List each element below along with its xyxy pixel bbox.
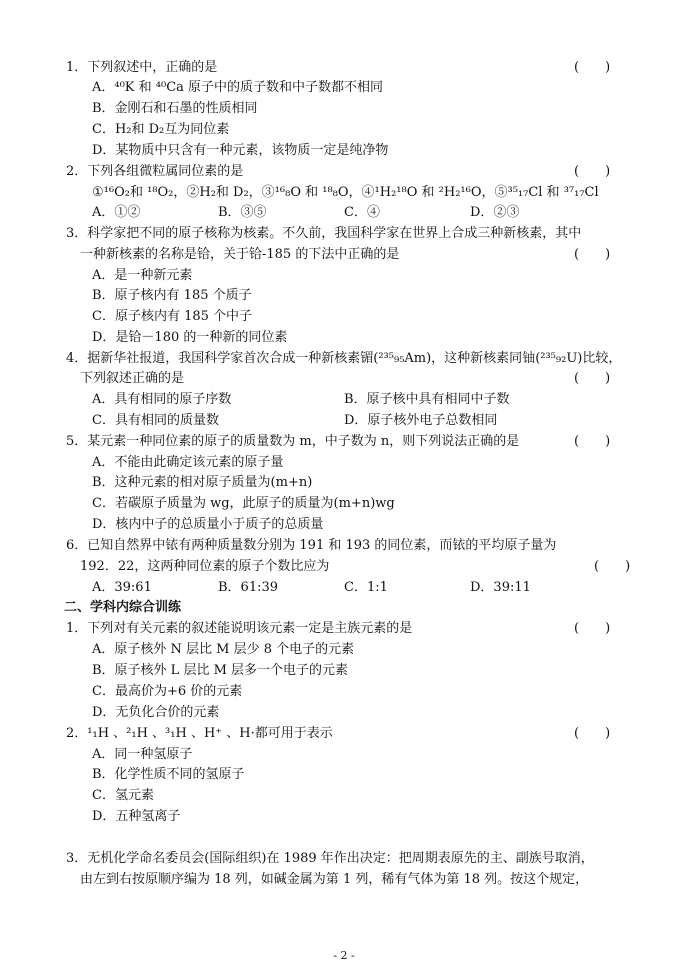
answer-bracket: ( ): [574, 247, 611, 262]
section-2-question-1-option-c: C．最高价为+6 价的元素: [92, 684, 243, 699]
question-3-option-b: B．原子核内有 185 个质子: [92, 288, 252, 303]
section-heading: 二、学科内综合训练: [64, 600, 182, 615]
question-2-stem: 2．下列各组微粒属同位素的是: [66, 164, 244, 179]
answer-bracket: ( ): [574, 164, 611, 179]
question-5-option-a: A．不能由此确定该元素的原子量: [92, 455, 284, 470]
answer-bracket: ( ): [574, 726, 611, 741]
question-6-option-d: D．39:11: [470, 580, 531, 595]
question-1-option-d: D．某物质中只含有一种元素，该物质一定是纯净物: [92, 143, 389, 158]
answer-bracket: ( ): [574, 621, 611, 636]
question-4-options-row-2: [0, 411, 688, 431]
question-3-stem-line-2: 一种新核素的名称是铪，关于铪-185 的下法中正确的是: [80, 247, 400, 262]
question-2-option-a: A．①②: [92, 205, 141, 220]
question-2-options: [0, 203, 688, 223]
question-6-option-a: A．39:61: [92, 580, 152, 595]
answer-bracket: ( ): [574, 60, 611, 75]
section-2-question-2-option-d: D．五种氢离子: [92, 809, 181, 824]
question-5-option-d: D．核内中子的总质量小于质子的总质量: [92, 517, 324, 532]
question-5-option-b: B．这种元素的相对原子质量为(m+n): [92, 475, 313, 490]
question-2-option-d: D．②③: [470, 205, 520, 220]
question-2-option-c: C．④: [344, 205, 380, 220]
question-3-option-c: C．原子核内有 185 个中子: [92, 309, 253, 324]
question-6-options: [0, 578, 688, 598]
question-4-option-d: D．原子核外电子总数相同: [344, 413, 498, 428]
question-6-stem-line-2: 192．22，这两种同位素的原子个数比应为: [80, 559, 330, 574]
question-1-option-c: C．H₂和 D₂互为同位素: [92, 122, 230, 137]
question-4-stem-line-2: 下列叙述正确的是: [80, 371, 185, 386]
question-4-options-row-1: [0, 390, 688, 410]
question-1-option-b: B．金刚石和石墨的性质相同: [92, 101, 258, 116]
question-2-items: ①¹⁶O₂和 ¹⁸O₂，②H₂和 D₂，③¹⁶₈O 和 ¹⁸₈O，④¹H₂¹⁸O 和 ²H₂¹⁶O，⑤³⁵₁₇Cl 和 ³⁷₁₇Cl: [92, 185, 599, 200]
question-4-stem-line-1: 4．据新华社报道，我国科学家首次合成一种新核素镅(²³⁵₉₅Am)，这种新核素同铀(²³⁵₉₂U)比较，: [66, 351, 622, 366]
page-number: - 2 -: [333, 949, 355, 962]
answer-bracket: ( ): [574, 371, 611, 386]
question-3-option-a: A．是一种新元素: [92, 268, 193, 283]
section-2-question-3-stem-line-1: 3．无机化学命名委员会(国际组织)在 1989 年作出决定：把周期表原先的主、副族号取消，: [66, 851, 594, 866]
question-1-stem: 1．下列叙述中，正确的是: [66, 60, 218, 75]
section-2-question-1-option-d: D．无负化合价的元素: [92, 705, 220, 720]
section-2-question-2-stem: 2．¹₁H 、²₁H 、³₁H 、H⁺ 、H·都可用于表示: [66, 726, 333, 741]
answer-bracket: ( ): [594, 559, 631, 574]
question-6-option-b: B．61:39: [218, 580, 279, 595]
answer-bracket: ( ): [574, 434, 611, 449]
question-4-option-a: A．具有相同的原子序数: [92, 392, 232, 407]
section-2-question-2-option-a: A．同一种氢原子: [92, 747, 193, 762]
question-3-stem-line-1: 3．科学家把不同的原子核称为核素。不久前，我国科学家在世界上合成三种新核素，其中: [66, 226, 582, 241]
question-1-option-a: A．⁴⁰K 和 ⁴⁰Ca 原子中的质子数和中子数都不相同: [92, 80, 384, 95]
section-2-question-1-option-a: A．原子核外 N 层比 M 层少 8 个电子的元素: [92, 642, 355, 657]
question-5-stem: 5．某元素一种同位素的原子的质量数为 m，中子数为 n，则下列说法正确的是: [66, 434, 520, 449]
question-3-option-d: D．是铪－180 的一种新的同位素: [92, 330, 288, 345]
section-2-question-2-option-c: C．氢元素: [92, 788, 154, 803]
question-2-option-b: B．③⑤: [218, 205, 267, 220]
section-2-question-2-option-b: B．化学性质不同的氢原子: [92, 767, 245, 782]
section-2-question-3-stem-line-2: 由左到右按原顺序编为 18 列，如碱金属为第 1 列，稀有气体为第 18 列。按这个规定，: [80, 872, 589, 887]
question-4-option-b: B．原子核中具有相同中子数: [344, 392, 510, 407]
section-2-question-1-stem: 1．下列对有关元素的叙述能说明该元素一定是主族元素的是: [66, 621, 413, 636]
question-5-option-c: C．若碳原子质量为 wg，此原子的质量为(m+n)wg: [92, 496, 395, 511]
section-2-question-1-option-b: B．原子核外 L 层比 M 层多一个电子的元素: [92, 663, 349, 678]
question-6-option-c: C．1:1: [344, 580, 388, 595]
question-6-stem-line-1: 6．已知自然界中铱有两种质量数分别为 191 和 193 的同位素，而铱的平均原子量为: [66, 538, 557, 553]
question-4-option-c: C．具有相同的质量数: [92, 413, 219, 428]
